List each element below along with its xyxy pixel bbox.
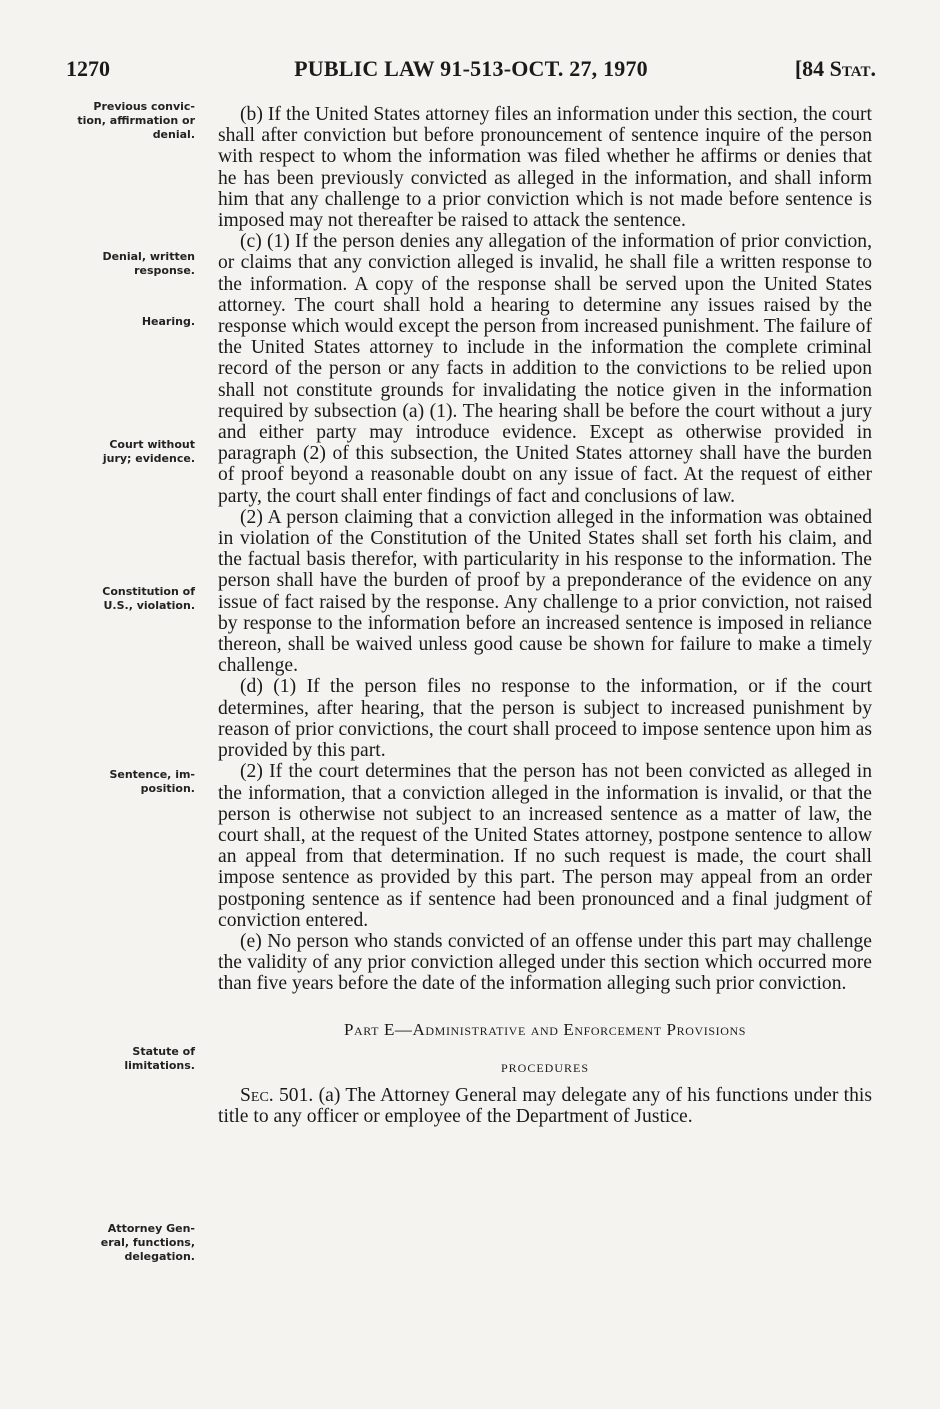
part-heading [218,1019,872,1040]
part-heading-text: Part E—Administrative and Enforcement Provisions [343,1019,747,1039]
page-header [66,56,876,86]
paragraph-c2: (2) A person claiming that a conviction alleged in the information was obtained in violation of the Constitution of the United States shall set forth his claim, and the factual basis therefor, with particularity in his response to the information. The person shall have the burden of proof by a preponderance of the evidence on any issue of fact raised by the response. Any challenge to a prior conviction, not raised by response to the information before an increased sentence is imposed in reliance thereon, shall be waived unless good cause be shown for failure to make a timely challenge. [218,506,872,677]
statute-reference [795,56,876,82]
margin-note-text: Previous convic- tion, affirmation or denial. [77,100,195,141]
running-title: PUBLIC LAW 91-513-OCT. 27, 1970 [294,56,648,81]
paragraph-e: (e) No person who stands convicted of an offense under this part may challenge the validity of any prior conviction alleged under this section which occurred more than five years before the date of the information alleging such prior conviction. [218,930,872,995]
body-text [218,104,872,1127]
margin-note-constitution-violation [60,585,195,613]
section-label: Sec. 501. [240,1084,314,1106]
margin-note-text: Attorney Gen- eral, functions, delegation. [100,1222,195,1263]
margin-note-attorney-general-delegation [60,1222,195,1264]
paragraph-d1: (d) (1) If the person files no response to the information, or if the court determines, after hearing, that the person is subject to increased punishment by reason of prior convictions, the court shall proceed to impose sentence upon him as provided by this part. [218,676,872,762]
paragraph-c1: (c) (1) If the person denies any allegation of the information of prior conviction, or claims that any conviction alleged is invalid, he shall file a written response to the information. A copy of the response shall be served upon the United States attorney. The court shall hold a hearing to determine any issues raised by the response which would except the person from increased punishment. The failure of the United States attorney to include in the information the complete criminal record of the person or any facts in addition to the convictions to be relied upon shall not constitute grounds for invalidating the notice given in the information required by subsection (a) (1). The hearing shall be before the court without a jury and either party may introduce evidence. Except as otherwise provided in paragraph (2) of this subsection, the United States attorney shall have the burden of proof beyond a reasonable doubt on any issue of fact. At the request of either party, the court shall enter findings of fact and conclusions of law. [218,231,872,507]
margin-note-previous-conviction [60,100,195,142]
margin-note-hearing [60,315,195,329]
sub-heading: PROCEDURES [500,1060,590,1075]
section-501 [218,1085,872,1127]
margin-note-text: Hearing. [141,315,195,328]
margin-note-sentence-imposition [60,768,195,796]
margin-note-text: Sentence, im- position. [109,768,195,795]
margin-note-court-without-jury [60,438,195,466]
margin-note-text: Denial, written response. [102,250,195,277]
statute-volume: [84 [794,56,825,81]
paragraph-d2: (2) If the court determines that the person has not been convicted as alleged in the information, that a conviction alleged in the information is invalid, or that the person is otherwise not subject to an increased sentence as a matter of law, the court shall, at the request of the United States attorney, postpone sentence to allow an appeal from that determination. If no such request is made, the court shall impose sentence as provided by this part. The person may appeal from an order postponing sentence as if sentence had been pronounced and a final judgment of conviction entered. [218,761,872,931]
page-number: 1270 [66,56,110,81]
paragraph-b: (b) If the United States attorney files an information under this section, the court shall after conviction but before pronouncement of sentence inquire of the person with respect to whom the information was filed whether he affirms or denies that he has been previously convicted as alleged in the information, and shall inform him that any challenge to a prior conviction which is not made before sentence is imposed may not thereafter be raised to attack the sentence. [218,104,872,232]
margin-note-text: Court without jury; evidence. [102,438,195,465]
margin-note-denial-written-response [60,250,195,278]
section-501-text: (a) The Attorney General may delegate any of his functions under this title to any officer or employee of the Department of Justice. [218,1084,872,1128]
margin-note-text: Constitution of U.S., violation. [102,585,195,612]
margin-note-statute-of-limitations [60,1045,195,1073]
statute-label: Stat. [829,56,876,81]
margin-note-text: Statute of limitations. [124,1045,195,1072]
